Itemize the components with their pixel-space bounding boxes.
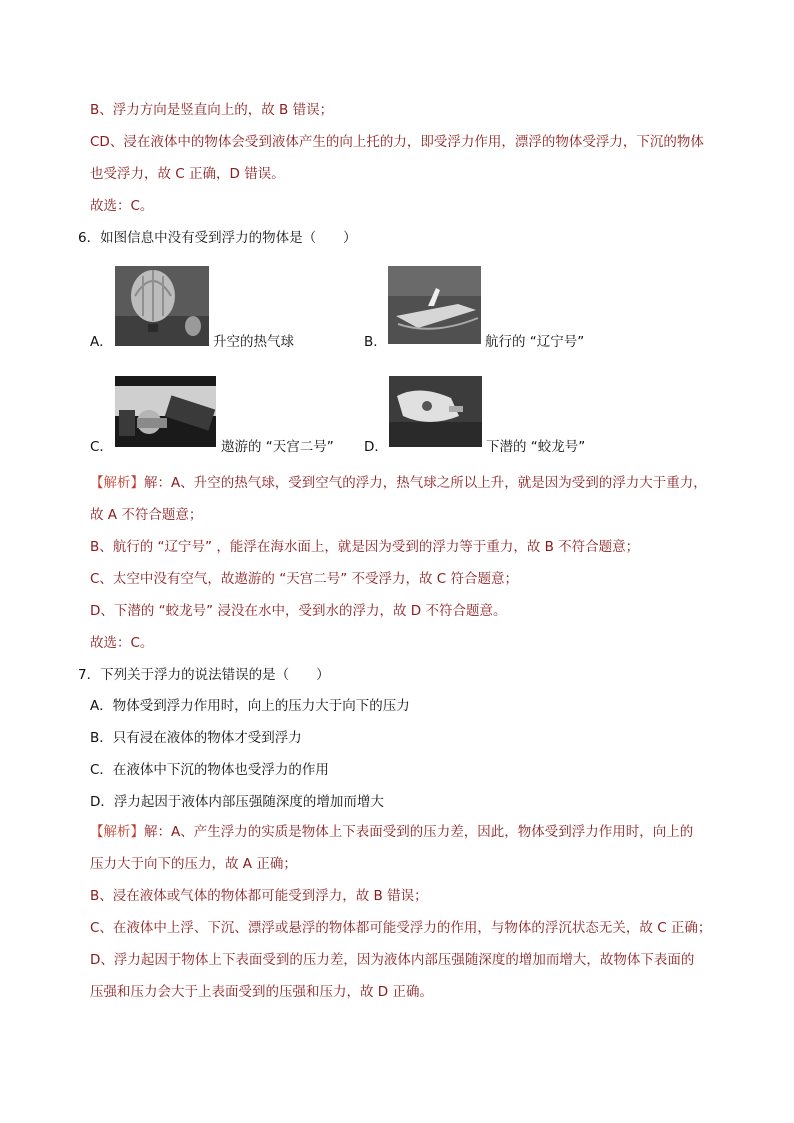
prev-solution-line-cd-2: 也受浮力，故 C 正确，D 错误。 bbox=[90, 166, 285, 182]
submersible-photo bbox=[389, 376, 482, 447]
q7-stem: 7．下列关于浮力的说法错误的是（ ） bbox=[78, 667, 330, 683]
q6-analysis-line-5: D、下潜的 “蛟龙号” 浸没在水中，受到水的浮力，故 D 不符合题意。 bbox=[90, 603, 507, 619]
q6-analysis-line-2: 故 A 不符合题意； bbox=[90, 507, 203, 523]
q6-option-d-caption: 下潜的 “蛟龙号” bbox=[486, 439, 586, 455]
q6-stem: 6．如图信息中没有受到浮力的物体是（ ） bbox=[78, 230, 357, 246]
q6-answer: 故选：C。 bbox=[90, 635, 154, 651]
q6-option-b-caption: 航行的 “辽宁号” bbox=[485, 334, 585, 350]
q7-analysis-line-6: 压强和压力会大于上表面受到的压强和压力，故 D 正确。 bbox=[90, 984, 433, 1000]
q6-option-d-letter: D． bbox=[364, 439, 388, 455]
q6-analysis-tag: 【解析】 bbox=[90, 475, 144, 491]
q6-option-c-letter: C． bbox=[90, 439, 113, 455]
q6-analysis-line-4: C、太空中没有空气，故遨游的 “天宫二号” 不受浮力，故 C 符合题意； bbox=[90, 571, 519, 587]
q7-analysis-line-5: D、浮力起因于物体上下表面受到的压力差，因为液体内部压强随深度的增加而增大，故物体下表面的 bbox=[90, 952, 695, 968]
space-station-photo bbox=[115, 376, 216, 447]
q7-analysis-text-1: 解：A、产生浮力的实质是物体上下表面受到的压力差，因此，物体受到浮力作用时，向上的 bbox=[144, 824, 694, 840]
q7-analysis-line-3: B、浸在液体或气体的物体都可能受到浮力，故 B 错误； bbox=[90, 888, 428, 904]
prev-solution-line-b: B、浮力方向是竖直向上的，故 B 错误； bbox=[90, 102, 334, 118]
q6-option-c-caption: 遨游的 “天宫二号” bbox=[221, 439, 334, 455]
q7-option-a: A．物体受到浮力作用时，向上的压力大于向下的压力 bbox=[90, 698, 410, 714]
hot-air-balloon-photo bbox=[115, 266, 209, 346]
q7-analysis-tag: 【解析】 bbox=[90, 824, 144, 840]
q6-option-a-letter: A． bbox=[90, 334, 113, 350]
q7-analysis-line-4: C、在液体中上浮、下沉、漂浮或悬浮的物体都可能受浮力的作用，与物体的浮沉状态无关，故 C 正确； bbox=[90, 920, 712, 936]
q6-analysis-line-3: B、航行的 “辽宁号” ，能浮在海水面上，就是因为受到的浮力等于重力，故 B 不符合题意； bbox=[90, 539, 640, 555]
q6-option-b-letter: B． bbox=[364, 334, 387, 350]
prev-solution-line-cd-1: CD、浸在液体中的物体会受到液体产生的向上托的力，即受浮力作用，漂浮的物体受浮力，下沉的物体 bbox=[90, 134, 704, 150]
q7-option-d: D．浮力起因于液体内部压强随深度的增加而增大 bbox=[90, 794, 384, 810]
q7-option-c: C．在液体中下沉的物体也受浮力的作用 bbox=[90, 762, 329, 778]
q6-analysis-text-1: 解：A、升空的热气球，受到空气的浮力，热气球之所以上升，就是因为受到的浮力大于重力， bbox=[144, 475, 707, 491]
aircraft-carrier-photo bbox=[388, 266, 481, 344]
q6-analysis-line-1 bbox=[90, 474, 707, 492]
q6-option-a-caption: 升空的热气球 bbox=[213, 334, 294, 350]
q7-option-b: B．只有浸在液体的物体才受到浮力 bbox=[90, 730, 302, 746]
q7-analysis-line-1 bbox=[90, 823, 693, 841]
prev-solution-answer: 故选：C。 bbox=[90, 198, 154, 214]
q7-analysis-line-2: 压力大于向下的压力，故 A 正确； bbox=[90, 856, 297, 872]
